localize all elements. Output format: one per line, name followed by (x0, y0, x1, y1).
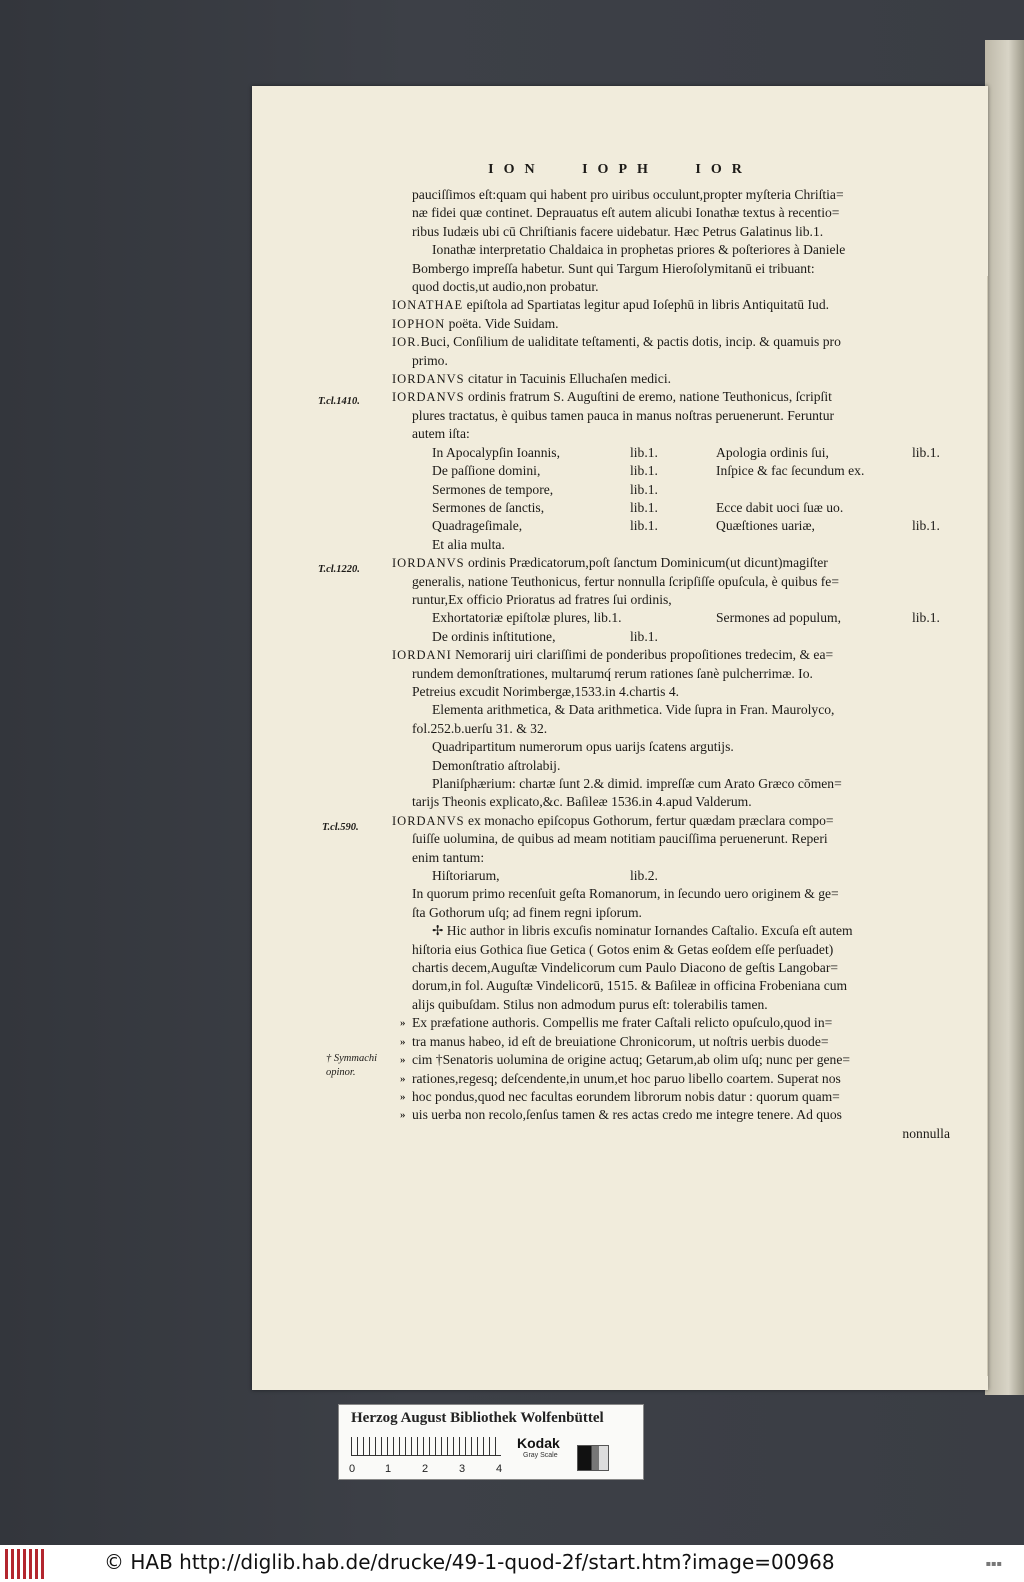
entry-text: epiſtola ad Spartiatas legitur apud Ioſephū in libris Antiquitatū Iud. (463, 297, 830, 313)
library-name: Herzog August Bibliothek Wolfenbüttel (351, 1410, 604, 1426)
text-line: ribus Iudæis ubi cū Chriſtianis facere uidebatur. Hæc Petrus Galatinus lib.1. (412, 223, 824, 239)
entry-headword: IONATHAE (392, 298, 464, 313)
running-head-item: ION (488, 162, 545, 177)
works-list (412, 867, 950, 885)
text-line: ſta Gothorum uſq; ad finem regni ipſorum. (412, 904, 642, 920)
quote-text: uis uerba non recolo,ſenſus tamen & res actas credo me integre tenere. Ad quos (412, 1107, 842, 1123)
text-line: runtur,Ex officio Prioratus ad fratres ſui ordinis, (412, 591, 672, 607)
library-color-bar (338, 1404, 644, 1480)
quote-text: Ex præfatione authoris. Compellis me frater Caſtali relicto opuſculo,quod in= (412, 1015, 833, 1031)
work-count: lib.1. (630, 499, 658, 515)
text-line: Ionathæ interpretatio Chaldaica in prophetas priores & poſteriores à Daniele (432, 242, 846, 258)
work-title: Inſpice & fac ſecundum ex. (716, 463, 865, 479)
quote-line (400, 1051, 950, 1069)
text-line: generalis, natione Teuthonicus, fertur nonnulla ſcripſiſſe opuſcula, è quibus fe= (412, 573, 839, 589)
quote-mark: » (400, 1090, 406, 1103)
text-line: tarijs Theonis explicato,&c. Baſileæ 1536.in 4.apud Valderum. (412, 794, 752, 810)
work-title: Exhortatoriæ epiſtolæ plures, lib.1. (432, 610, 622, 626)
entry-line (392, 370, 950, 388)
entry-line (392, 812, 950, 830)
work-count: lib.2. (630, 868, 658, 884)
work-title: Hiſtoriarum, (432, 868, 500, 884)
footer-bar (0, 1545, 1024, 1582)
entry-text: poëta. Vide Suidam. (445, 315, 559, 331)
text-line: enim tantum: (412, 849, 485, 865)
text-line: chartis decem,Auguſtæ Vindelicorum cum Paulo Diacono de geſtis Langobar= (412, 960, 839, 976)
page-gutter-shadow (987, 276, 988, 1376)
running-head-item: IOPH (582, 162, 658, 177)
entry-text: ex monacho epiſcopus Gothorum, fertur quædam præclara compo= (464, 812, 834, 828)
quote-line (400, 1033, 950, 1051)
works-list (412, 444, 950, 536)
ruler-number: 3 (459, 1463, 466, 1475)
work-title: Sermones de ſanctis, (432, 499, 545, 515)
text-line: Quadripartitum numerorum opus uarijs ſcatens argutijs. (432, 739, 734, 755)
text-line: ✢ Hic author in libris excuſis nominatur Iornandes Caſtalio. Excuſa eſt autem (432, 923, 853, 939)
works-list (412, 609, 950, 627)
work-title: Quadrageſimale, (432, 518, 523, 534)
quote-text: tra manus habeo, id eſt de breuiatione Chronicorum, ut noſtris uerbis duode= (412, 1033, 829, 1049)
quotation (400, 1014, 950, 1124)
works-list (412, 628, 950, 646)
text-line: alijs quibuſdam. Stilus non admodum purus eſt: tolerabilis tamen. (412, 996, 768, 1012)
kodak-sublabel: Gray Scale (523, 1452, 558, 1459)
work-count: lib.1. (630, 463, 658, 479)
kodak-label: Kodak (517, 1435, 560, 1451)
gray-scale-chips (577, 1445, 609, 1471)
entry-headword: IOR. (392, 335, 421, 350)
margin-note-line: opinor. (326, 1067, 356, 1078)
ruler-number: 1 (385, 1463, 392, 1475)
running-head-item: IOR (695, 162, 752, 177)
book-page (252, 86, 988, 1390)
work-title: Quæſtiones uariæ, (716, 518, 815, 534)
work-title: Sermones ad populum, (716, 610, 841, 626)
work-title: De paſſione domini, (432, 463, 541, 479)
footer-mark: ▪▪▪ (985, 1559, 1002, 1568)
entry-headword: IORDANI (392, 648, 452, 663)
entry-line (392, 315, 950, 333)
source-url[interactable]: © HAB http://diglib.hab.de/drucke/49-1-quod-2f/start.htm?image=00968 (104, 1550, 835, 1574)
text-line: quod doctis,ut audio,non probatur. (412, 279, 599, 295)
margin-note (326, 1052, 377, 1080)
quote-mark: » (400, 1109, 406, 1122)
work-title: In Apocalypſin Ioannis, (432, 444, 560, 460)
work-title: Sermones de tempore, (432, 481, 554, 497)
entry-headword: IORDANVS (392, 813, 465, 828)
running-head (252, 162, 988, 178)
entry-text: Nemorarij uiri clariſſimi de ponderibus propoſitiones tredecim, & ea= (451, 647, 834, 663)
text-line: Demonſtratio aſtrolabij. (432, 757, 561, 773)
work-count: lib.1. (630, 444, 658, 460)
margin-note-line: † Symmachi (326, 1053, 378, 1064)
text-line: Elementa arithmetica, & Data arithmetica. Vide ſupra in Fran. Maurolyco, (432, 702, 835, 718)
text-line: rundem demonſtrationes, multarumq́ rerum rationes ſanè pulcherrimæ. Io. (412, 665, 813, 681)
quote-text: cim †Senatoris uolumina de origine actuq; Getarum,ab olim uſq; nunc per gene= (412, 1052, 851, 1068)
quote-mark: » (400, 1054, 406, 1067)
text-line: næ fidei quæ continet. Deprauatus eſt autem alicubi Ionathæ textus à recentio= (412, 205, 840, 221)
text-line: autem iſta: (412, 426, 470, 442)
work-count: lib.1. (912, 610, 940, 626)
entry-headword: IORDANVS (392, 390, 465, 405)
entry-headword: IORDANVS (392, 372, 465, 387)
quote-mark: » (400, 1017, 406, 1030)
entry-text: Buci, Conſilium de ualiditate teſtamenti, & pactis dotis, incip. & quamuis pro (420, 334, 841, 350)
text-line: Bombergo impreſſa habetur. Sunt qui Targum Hieroſolymitanū ei tribuant: (412, 260, 815, 276)
quote-line (400, 1106, 950, 1124)
page-text (392, 186, 950, 1143)
margin-note: T.cl.1410. (318, 396, 360, 407)
work-count: lib.1. (912, 444, 940, 460)
entry-text: ordinis Prædicatorum,poſt ſanctum Dominicum(ut dicunt)magiſter (464, 555, 828, 571)
text-line: pauciſſimos eſt:quam qui habent pro uiribus occulunt,propter myſteria Chriſtia= (412, 187, 844, 202)
work-count (912, 499, 970, 517)
ruler-number: 2 (422, 1463, 429, 1475)
text-line: Et alia multa. (432, 536, 505, 552)
entry-text: ordinis fratrum S. Auguſtini de eremo, natione Teuthonicus, ſcripſit (464, 389, 832, 405)
text-line: dorum,in fol. Auguſtæ Vindelicorū, 1515. & Baſileæ in officina Frobeniana cum (412, 978, 848, 994)
work-count: lib.1. (912, 518, 940, 534)
entry-line (392, 554, 950, 572)
text-line: primo. (412, 352, 448, 368)
entry-line (392, 296, 950, 314)
text-line: fol.252.b.uerſu 31. & 32. (412, 720, 548, 736)
text-line: plures tractatus, è quibus tamen pauca in manus noſtras peruenerunt. Feruntur (412, 407, 835, 423)
quote-text: hoc pondus,quod nec facultas eorundem librorum nobis datur : quorum quam= (412, 1088, 840, 1104)
work-count (912, 462, 970, 480)
quote-mark: » (400, 1072, 406, 1085)
quote-mark: » (400, 1035, 406, 1048)
work-count: lib.1. (630, 518, 658, 534)
work-count: lib.1. (630, 481, 658, 497)
work-title: Apologia ordinis ſui, (716, 444, 829, 460)
work-count: lib.1. (630, 628, 658, 644)
ruler-scale (351, 1437, 501, 1456)
work-title (716, 481, 912, 499)
catchword: nonnulla (902, 1125, 950, 1141)
text-line: hiſtoria eius Gothica ſiue Getica ( Gotos enim & Getas eoſdem eſſe perſuadet) (412, 941, 834, 957)
text-line: Planiſphærium: chartæ ſunt 2.& dimid. impreſſæ cum Arato Græco cōmen= (432, 776, 842, 791)
work-title: De ordinis inſtitutione, (432, 628, 556, 644)
entry-headword: IOPHON (392, 316, 446, 331)
quote-text: rationes,regesq; deſcendente,in unum,et hoc paruo libello coartem. Superat nos (412, 1070, 841, 1086)
text-line: In quorum primo recenſuit geſta Romanorum, in ſecundo uero originem & ge= (412, 886, 839, 902)
adjacent-page-edge (985, 40, 1024, 1395)
quote-line (400, 1088, 950, 1106)
entry-line (392, 333, 950, 351)
margin-note: T.cl.1220. (318, 564, 360, 575)
ruler-number: 4 (496, 1463, 503, 1475)
quote-line (400, 1014, 950, 1032)
work-count (912, 481, 970, 499)
entry-headword: IORDANVS (392, 556, 465, 571)
entry-line (392, 388, 950, 406)
margin-note: T.cl.590. (322, 822, 359, 833)
hab-logo-icon (5, 1549, 47, 1579)
text-line: Petreius excudit Norimbergæ,1533.in 4.chartis 4. (412, 683, 680, 699)
ruler-number: 0 (349, 1463, 356, 1475)
entry-line (392, 646, 950, 664)
entry-text: citatur in Tacuinis Elluchaſen medici. (464, 371, 672, 387)
text-line: ſuiſſe uolumina, de quibus ad meam notitiam pauciſſima peruenerunt. Reperi (412, 831, 828, 847)
quote-line (400, 1070, 950, 1088)
work-title: Ecce dabit uoci ſuæ uo. (716, 499, 844, 515)
